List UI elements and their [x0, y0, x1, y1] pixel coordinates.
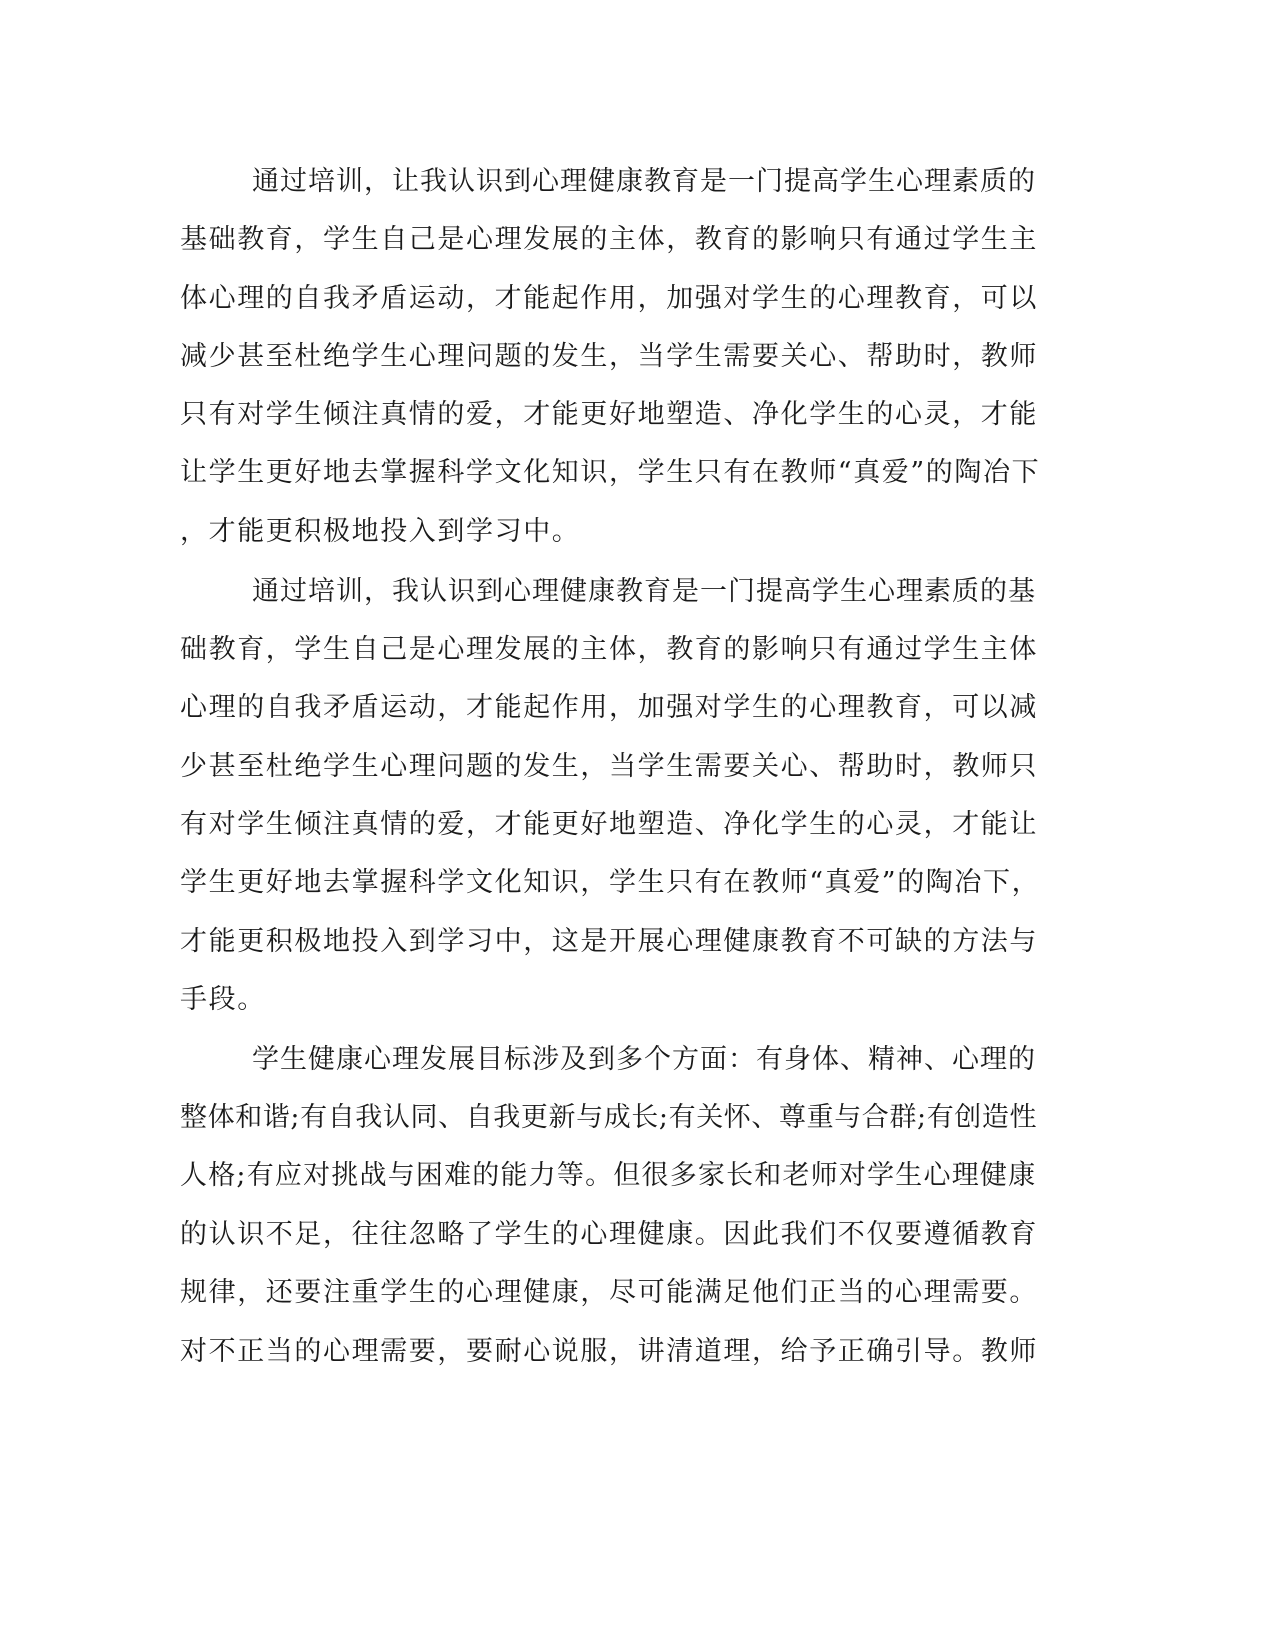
paragraph-1-line-5: 只有对学生倾注真情的爱，才能更好地塑造、净化学生的心灵，才能 — [180, 399, 1038, 430]
paragraph-2-line-6: 学生更好地去掌握科学文化知识，学生只有在教师“真爱”的陶冶下， — [180, 867, 1041, 898]
paragraph-3-line-2: 整体和谐;有自我认同、自我更新与成长;有关怀、尊重与合群;有创造性 — [180, 1102, 1038, 1133]
paragraph-3-line-1: 学生健康心理发展目标涉及到多个方面：有身体、精神、心理的 — [252, 1044, 1036, 1075]
paragraph-2-line-4: 少甚至杜绝学生心理问题的发生，当学生需要关心、帮助时，教师只 — [180, 751, 1038, 782]
paragraph-1-line-6: 让学生更好地去掌握科学文化知识，学生只有在教师“真爱”的陶冶下 — [180, 457, 1041, 488]
paragraph-1-line-1: 通过培训，让我认识到心理健康教育是一门提高学生心理素质的 — [252, 166, 1036, 197]
paragraph-3-line-4: 的认识不足，往往忽略了学生的心理健康。因此我们不仅要遵循教育 — [180, 1219, 1038, 1250]
paragraph-2-line-1: 通过培训，我认识到心理健康教育是一门提高学生心理素质的基 — [252, 576, 1036, 607]
paragraph-2-line-3: 心理的自我矛盾运动，才能起作用，加强对学生的心理教育，可以减 — [180, 692, 1038, 723]
paragraph-2-line-8: 手段。 — [180, 984, 266, 1015]
paragraph-2-line-2: 础教育，学生自己是心理发展的主体，教育的影响只有通过学生主体 — [180, 634, 1038, 665]
paragraph-1-line-3: 体心理的自我矛盾运动，才能起作用，加强对学生的心理教育，可以 — [180, 283, 1038, 314]
paragraph-3-line-6: 对不正当的心理需要，要耐心说服，讲清道理，给予正确引导。教师 — [180, 1336, 1038, 1367]
paragraph-1-line-4: 减少甚至杜绝学生心理问题的发生，当学生需要关心、帮助时，教师 — [180, 341, 1038, 372]
paragraph-2-line-7: 才能更积极地投入到学习中，这是开展心理健康教育不可缺的方法与 — [180, 926, 1038, 957]
paragraph-3-line-3: 人格;有应对挑战与困难的能力等。但很多家长和老师对学生心理健康 — [180, 1160, 1037, 1191]
paragraph-3-line-5: 规律，还要注重学生的心理健康，尽可能满足他们正当的心理需要。 — [180, 1277, 1038, 1308]
paragraph-1-line-7: ，才能更积极地投入到学习中。 — [180, 516, 581, 547]
paragraph-2-line-5: 有对学生倾注真情的爱，才能更好地塑造、净化学生的心灵，才能让 — [180, 809, 1038, 840]
paragraph-1-line-2: 基础教育，学生自己是心理发展的主体，教育的影响只有通过学生主 — [180, 224, 1038, 255]
